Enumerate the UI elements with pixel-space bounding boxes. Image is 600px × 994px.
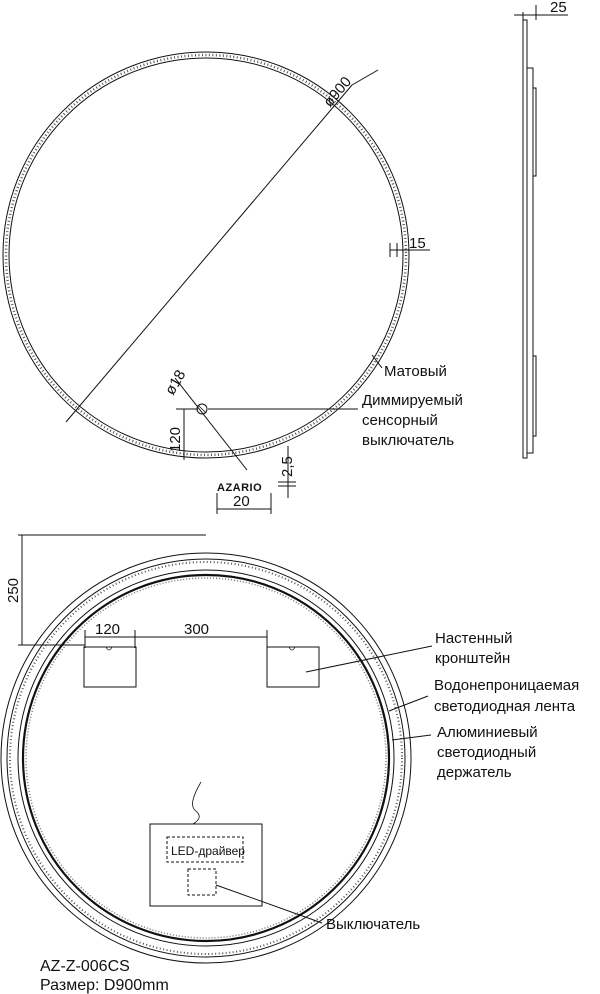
label-bracket-2: кронштейн — [435, 650, 511, 667]
bracket-edge-dim: 120 — [95, 621, 121, 638]
bracket-spacing-dim: 300 — [184, 621, 210, 638]
switch-outline — [188, 869, 216, 895]
switch-diameter-dim: ø18 — [161, 367, 190, 398]
logo-width-dim: 20 — [233, 493, 250, 510]
label-holder-2: светодиодный — [437, 744, 537, 761]
rim-dim: 15 — [409, 235, 426, 252]
driver-cable — [193, 782, 202, 824]
switch-diameter-leader — [175, 378, 247, 470]
diameter-line — [66, 85, 352, 422]
mirror-inner-rim — [9, 58, 403, 452]
label-switch-1: Диммируемый — [362, 392, 463, 409]
front-view — [3, 52, 463, 514]
wall-bracket-right — [267, 647, 319, 687]
label-switch-2: сенсорный — [362, 412, 438, 429]
label-led-strip-1: Водонепроницаемая — [434, 677, 580, 694]
label-holder-3: держатель — [437, 764, 512, 781]
bracket-leader — [306, 646, 432, 672]
driver-box — [150, 824, 262, 906]
side-bracket-bottom — [533, 356, 536, 436]
model-code: AZ-Z-006CS — [40, 958, 130, 975]
top-offset-dim: 250 — [5, 577, 22, 603]
matte-band-texture — [6, 55, 406, 455]
back-view — [1, 535, 579, 963]
diameter-leader — [352, 70, 378, 85]
back-rim-2 — [7, 559, 405, 957]
side-frame — [527, 68, 533, 453]
holder-leader — [392, 735, 431, 740]
label-switch-3: выключатель — [362, 432, 455, 449]
led-strip-leader — [389, 696, 428, 711]
label-holder-1: Алюминиевый — [437, 724, 538, 741]
back-outer-rim — [1, 553, 411, 963]
side-bracket-top — [533, 88, 536, 176]
label-bracket-1: Настенный — [435, 630, 513, 647]
matte-leader — [372, 355, 382, 368]
side-view — [514, 0, 568, 458]
label-driver: LED-драйвер — [171, 844, 245, 858]
logo-gap-dim: 2,5 — [279, 456, 296, 477]
label-led-strip-2: светодиодная лента — [434, 698, 576, 715]
diameter-dim: ø900 — [320, 73, 356, 111]
switch-offset-dim: 120 — [167, 426, 184, 452]
depth-dim: 25 — [550, 0, 567, 16]
label-switch-back: Выключатель — [326, 916, 421, 933]
wall-bracket-left — [84, 647, 136, 687]
size-text: Размер: D900mm — [40, 977, 169, 994]
logo-text: AZARIO — [217, 482, 263, 494]
switch-leader-back — [216, 885, 322, 923]
label-matte: Матовый — [384, 363, 447, 380]
side-glass — [523, 20, 527, 458]
